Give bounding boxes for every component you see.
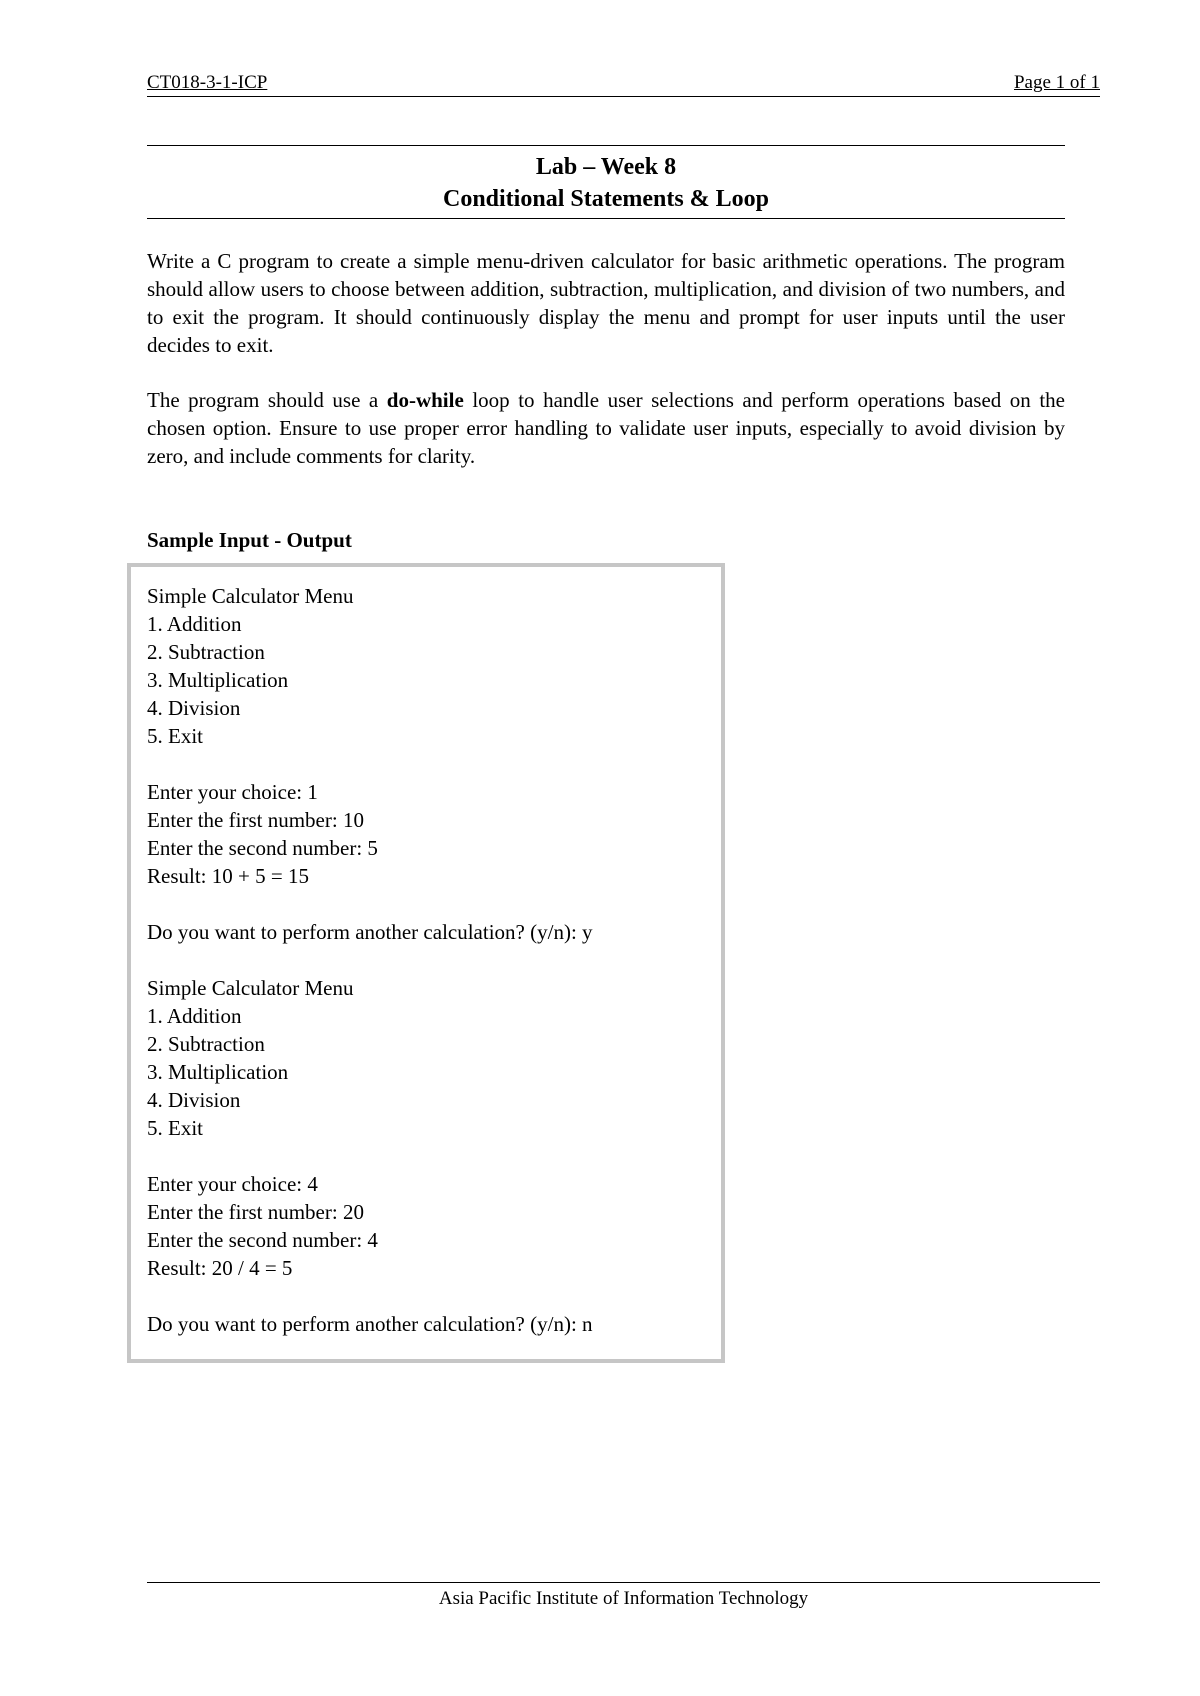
paragraph-2-text-a: The program should use a bbox=[147, 388, 387, 412]
sample-line: 1. Addition bbox=[147, 1004, 242, 1028]
sample-line: Enter your choice: 1 bbox=[147, 780, 318, 804]
sample-line: 1. Addition bbox=[147, 612, 242, 636]
page-header bbox=[147, 72, 1100, 97]
sample-line bbox=[147, 1142, 593, 1170]
sample-line: Enter your choice: 4 bbox=[147, 1172, 318, 1196]
sample-line: Do you want to perform another calculation? (y/n): y bbox=[147, 920, 593, 944]
sample-line bbox=[147, 890, 593, 918]
title-line-2: Conditional Statements & Loop bbox=[442, 186, 770, 212]
sample-line: Simple Calculator Menu bbox=[147, 976, 354, 1000]
sample-line: Result: 20 / 4 = 5 bbox=[147, 1256, 293, 1280]
sample-line: 3. Multiplication bbox=[147, 1060, 289, 1084]
sample-line: 5. Exit bbox=[147, 724, 203, 748]
paragraph-2-text-b: loop to handle user selections and perform operations based on the chosen option. Ensure to use proper error handling to validate user inputs, especially to avoid division by zero, and include comments for clarity. bbox=[147, 388, 1065, 468]
instructions-paragraph-1: Write a C program to create a simple menu-driven calculator for basic arithmetic operations. The program should allow users to choose between addition, subtraction, multiplication, and division of two numbers, and to exit the program. It should continuously display the menu and prompt for user inputs until the user decides to exit. bbox=[147, 249, 1065, 357]
sample-line: 4. Division bbox=[147, 696, 241, 720]
sample-line: Enter the second number: 5 bbox=[147, 836, 378, 860]
page-number: Page 1 of 1 bbox=[1013, 72, 1100, 93]
sample-line: Enter the first number: 20 bbox=[147, 1200, 364, 1224]
sample-line: Do you want to perform another calculation? (y/n): n bbox=[147, 1312, 593, 1336]
sample-line: 4. Division bbox=[147, 1088, 241, 1112]
page-footer bbox=[147, 1582, 1100, 1610]
sample-line: Simple Calculator Menu bbox=[147, 584, 354, 608]
sample-line bbox=[147, 1282, 593, 1310]
sample-line: Enter the first number: 10 bbox=[147, 808, 364, 832]
do-while-keyword: do-while bbox=[386, 388, 464, 412]
sample-line bbox=[147, 946, 593, 974]
sample-line bbox=[147, 750, 593, 778]
document-title bbox=[147, 145, 1065, 219]
sample-line: Result: 10 + 5 = 15 bbox=[147, 864, 309, 888]
institution-name: Asia Pacific Institute of Information Technology bbox=[438, 1588, 809, 1609]
sample-line: Enter the second number: 4 bbox=[147, 1228, 378, 1252]
course-code: CT018-3-1-ICP bbox=[147, 72, 268, 93]
sample-line: 2. Subtraction bbox=[147, 1032, 265, 1056]
sample-line: 3. Multiplication bbox=[147, 668, 289, 692]
sample-output-lines bbox=[147, 582, 593, 1338]
instructions bbox=[147, 247, 1065, 497]
sample-line: 5. Exit bbox=[147, 1116, 203, 1140]
sample-heading: Sample Input - Output bbox=[147, 528, 352, 552]
title-line-1: Lab – Week 8 bbox=[535, 154, 677, 180]
sample-line: 2. Subtraction bbox=[147, 640, 265, 664]
instructions-paragraph-2 bbox=[147, 386, 1065, 470]
